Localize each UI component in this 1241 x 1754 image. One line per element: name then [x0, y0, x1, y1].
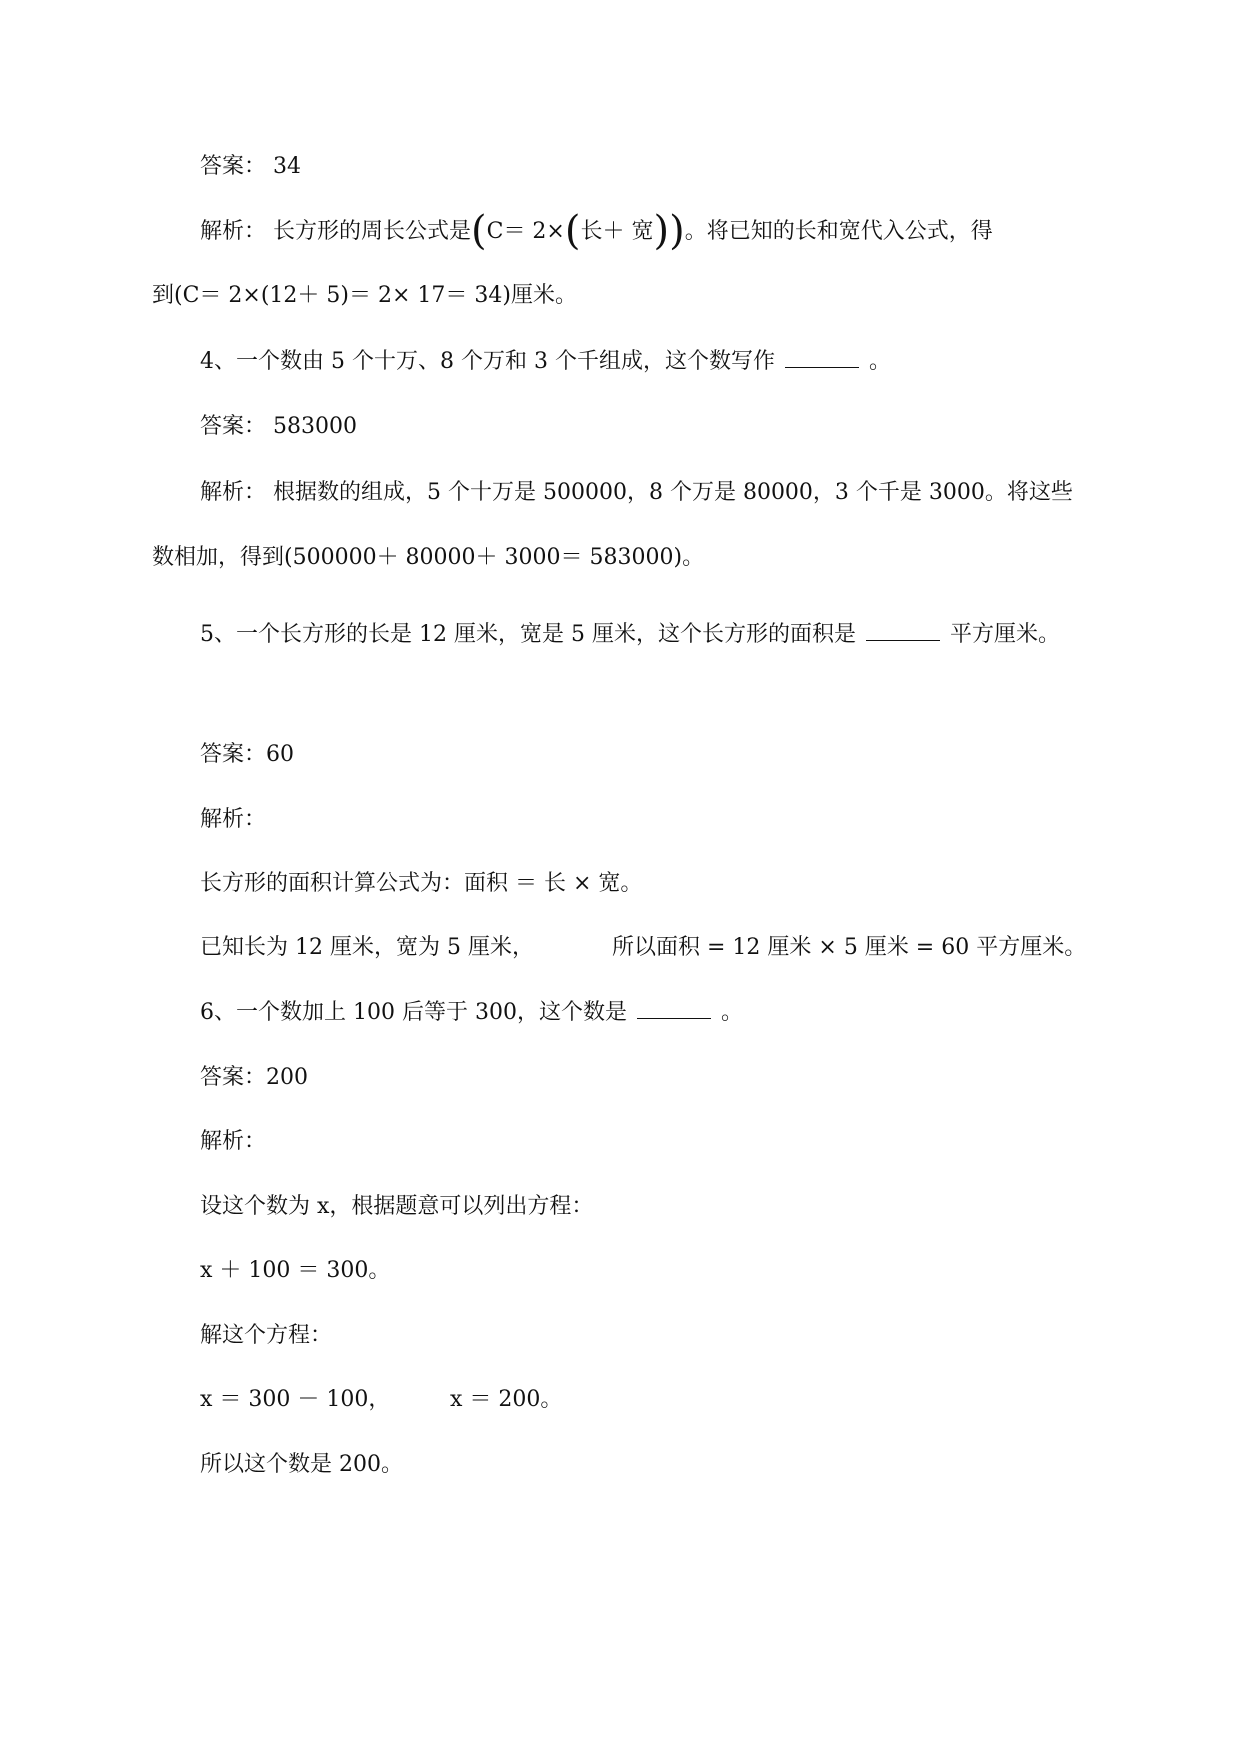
q6-question-end: 。	[720, 1000, 743, 1025]
q4-answer: 答案： 583000	[200, 414, 357, 439]
q6-setup: 设这个数为 x，根据题意可以列出方程：	[200, 1194, 594, 1219]
q5-formula: 长方形的面积计算公式为：面积 ＝ 长 × 宽。	[200, 871, 643, 896]
q5-question	[152, 602, 1088, 667]
q4-question-end: 。	[868, 349, 891, 374]
q6-answer: 答案：200	[200, 1065, 308, 1090]
q5-question-end: 平方厘米。	[949, 622, 1060, 647]
open-paren-inner: (	[564, 208, 581, 254]
q6-solve-label: 解这个方程：	[200, 1323, 333, 1348]
q4-analysis: 解析： 根据数的组成，5 个十万是 500000，8 个万是 80000，3 个千是 3000。将这些数相加，得到(500000＋ 80000＋ 3000＝ 583000)。	[152, 480, 1073, 570]
q3-analysis-line-2: 到(C＝ 2×(12＋ 5)＝ 2× 17＝ 34)厘米。	[152, 283, 577, 308]
q5-known: 已知长为 12 厘米，宽为 5 厘米，	[200, 935, 534, 960]
q3-analysis-prefix: 解析： 长方形的周长公式是	[200, 219, 471, 244]
q5-answer: 答案：60	[200, 742, 294, 767]
answer-blank	[785, 347, 859, 368]
q3-answer: 答案： 34	[200, 154, 301, 179]
q6-step-1: x ＝ 300 － 100，	[200, 1387, 391, 1412]
q6-question	[200, 998, 743, 1028]
q6-analysis-label: 解析：	[200, 1129, 267, 1154]
q3-analysis-line-1	[200, 208, 993, 254]
q6-conclusion: 所以这个数是 200。	[200, 1452, 403, 1477]
open-paren: (	[471, 208, 487, 254]
q4-question	[200, 347, 891, 377]
close-parens: ))	[653, 208, 685, 254]
q5-analysis-label: 解析：	[200, 807, 267, 832]
answer-blank	[866, 620, 940, 641]
q6-step-2: x ＝ 200。	[450, 1387, 563, 1412]
q5-question-text: 5、一个长方形的长是 12 厘米，宽是 5 厘米，这个长方形的面积是	[200, 622, 856, 647]
q3-analysis-suffix: 。将已知的长和宽代入公式，得	[684, 219, 993, 244]
q5-result: 所以面积 = 12 厘米 × 5 厘米 = 60 平方厘米。	[612, 935, 1087, 960]
q6-question-text: 6、一个数加上 100 后等于 300，这个数是	[200, 1000, 627, 1025]
q6-equation: x ＋ 100 ＝ 300。	[200, 1258, 391, 1283]
formula-part-b: 长＋ 宽	[580, 219, 654, 244]
formula-part-a: C＝ 2×	[486, 219, 565, 244]
answer-blank	[637, 998, 711, 1019]
q4-question-text: 4、一个数由 5 个十万、8 个万和 3 个千组成，这个数写作	[200, 349, 775, 374]
